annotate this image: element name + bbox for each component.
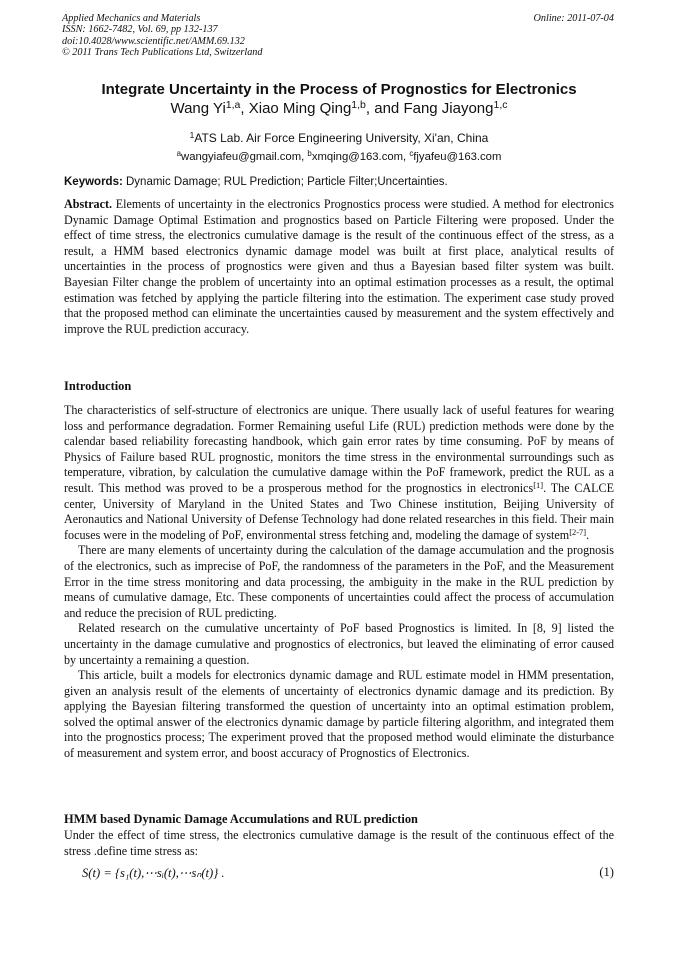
paragraph: There are many elements of uncertainty during the calculation of the damage accumulation and the prognosis of the electronics, such as imprecise of PoF, the randomness of the parameters in the PoF, and the Measurement Error in the time stress monitoring and data processing, the ambiguity in the make in the RUL prediction by means of cumulative damage, Etc. These components of uncertainties could affect the process of accumulation and reduce the precision of RUL predicting. — [64, 543, 614, 620]
paragraph: This article, built a models for electronics dynamic damage and RUL estimate model in HMM presentation, given an analysis result of the elements of uncertainty of electronics dynamic damage and its prediction. By applying the Bayesian filtering transformed the question of uncertainty into an optimal estimation problem, solved the optimal answer of the electronics dynamic damage by particle filtering algorithm, and integrated them into the prognostics process; The experiment proved that the proposed method would eliminate the disturbance of measurement and system error, and boost accuracy of Prognostics of Electronics. — [64, 668, 614, 761]
abstract — [64, 197, 614, 337]
journal-header — [62, 13, 614, 58]
section-hmm-body — [64, 828, 614, 859]
email-superscript: c — [409, 149, 414, 159]
author-list — [0, 100, 678, 117]
email-superscript: a — [176, 149, 182, 159]
author-name: Xiao Ming Qing — [248, 100, 352, 117]
citation[interactable]: [2-7] — [569, 526, 587, 537]
affiliation-superscript: 1 — [189, 129, 195, 140]
abstract-label: Abstract. — [64, 197, 113, 211]
abstract-text: Elements of uncertainty in the electronics Prognostics process were studied. A method for electronics Dynamic Damage Optimal Estimation and prognostics based on Particle Filtering were proposed. Under the effect of time stress, the electronics cumulative damage is the result of the continuous effect of the stress, as a result, a HMM based electronics dynamic damage model was built at first place, analytical results of uncertainties in the process of prognostics were given and thus a Bayesian based filter system was built. Bayesian Filter change the problem of uncertainty into an optimal estimation processes as a result, the optimal estimation was fetched by applying the particle filtering into the estimation. The experiment case study proved that the proposed method can eliminate the uncertainties caused by measurement and the system effectively and improve the RUL prediction accuracy. — [64, 197, 614, 336]
paragraph — [64, 403, 614, 543]
email-link[interactable]: wangyiafeu@gmail.com — [181, 151, 302, 163]
equation-expression: S(t) = {s₁(t),⋯sᵢ(t),⋯sₙ(t)} . — [82, 866, 225, 880]
journal-doi: doi:10.4028/www.scientific.net/AMM.69.132 — [62, 35, 245, 47]
section-heading-hmm: HMM based Dynamic Damage Accumulations and RUL prediction — [64, 812, 418, 826]
email-superscript: b — [307, 149, 312, 159]
introduction-body — [64, 403, 614, 762]
paragraph: Related research on the cumulative uncertainty of PoF based Prognostics is limited. In [8, 9] listed the uncertainty in the damage cumulative and prognostics of electronics, but leaved the eliminating of error caused by uncertainty a remaining a question. — [64, 621, 614, 667]
journal-copyright: © 2011 Trans Tech Publications Ltd, Switzerland — [62, 46, 263, 58]
paper-title: Integrate Uncertainty in the Process of Prognostics for Electronics — [101, 81, 577, 98]
affiliation — [0, 131, 678, 145]
equation-1 — [82, 865, 614, 881]
author-superscript: 1,b — [351, 98, 366, 111]
paragraph-text: . The CALCE center, University of Maryland in the United States and Two Chinese institution, Beijing University of Aeronautics and National University of Defense Technology had done related researches in this field. Their main focuses were in the modeling of PoF, environmental stress fetching and, modeling the damage of system — [64, 480, 614, 542]
affiliation-text: ATS Lab. Air Force Engineering University, Xi'an, China — [194, 131, 489, 145]
keywords-text: Dynamic Damage; RUL Prediction; Particle Filter;Uncertainties. — [126, 176, 448, 188]
email-separator: , — [301, 151, 308, 163]
author-superscript: 1,c — [493, 98, 508, 111]
journal-name: Applied Mechanics and Materials — [62, 13, 201, 24]
paragraph-text: . — [586, 527, 590, 542]
email-link[interactable]: fjyafeu@163.com — [413, 151, 502, 163]
author-superscript: 1,a — [225, 98, 241, 111]
keywords-label: Keywords: — [64, 176, 123, 188]
author-name: Fang Jiayong — [403, 100, 494, 117]
email-link[interactable]: xmqing@163.com — [311, 151, 404, 163]
equation-number: (1) — [599, 865, 614, 879]
author-emails — [0, 151, 678, 163]
author-name: Wang Yi — [170, 100, 226, 117]
introduction-heading: Introduction — [64, 379, 132, 393]
paragraph-text: The characteristics of self-structure of electronics are unique. There usually lack of useful features for wearing loss and performance degradation. Former Remaining useful Life (RUL) prediction methods were done by the calendar based reliability forecasting handbook, which gain error rates by time consuming. PoF by means of Physics of Failure based RUL prognostic, monitors the time stress in the environmental surroundings such as temperature, vibration, by calculation the cumulative damage within the PoF framework, predict the RUL as a result. This method was proved to be a prosperous method for the prognostics in electronics — [64, 403, 614, 495]
citation[interactable]: [1] — [533, 479, 544, 490]
author-separator: , — [240, 100, 249, 117]
email-separator: , — [403, 151, 410, 163]
paragraph: Under the effect of time stress, the electronics cumulative damage is the result of the continuous effect of the stress .define time stress as: — [64, 828, 614, 858]
journal-issn: ISSN: 1662-7482, Vol. 69, pp 132-137 — [62, 24, 218, 36]
keywords — [64, 176, 448, 188]
online-date: Online: 2011-07-04 — [533, 13, 614, 24]
author-separator: , and — [365, 100, 404, 117]
